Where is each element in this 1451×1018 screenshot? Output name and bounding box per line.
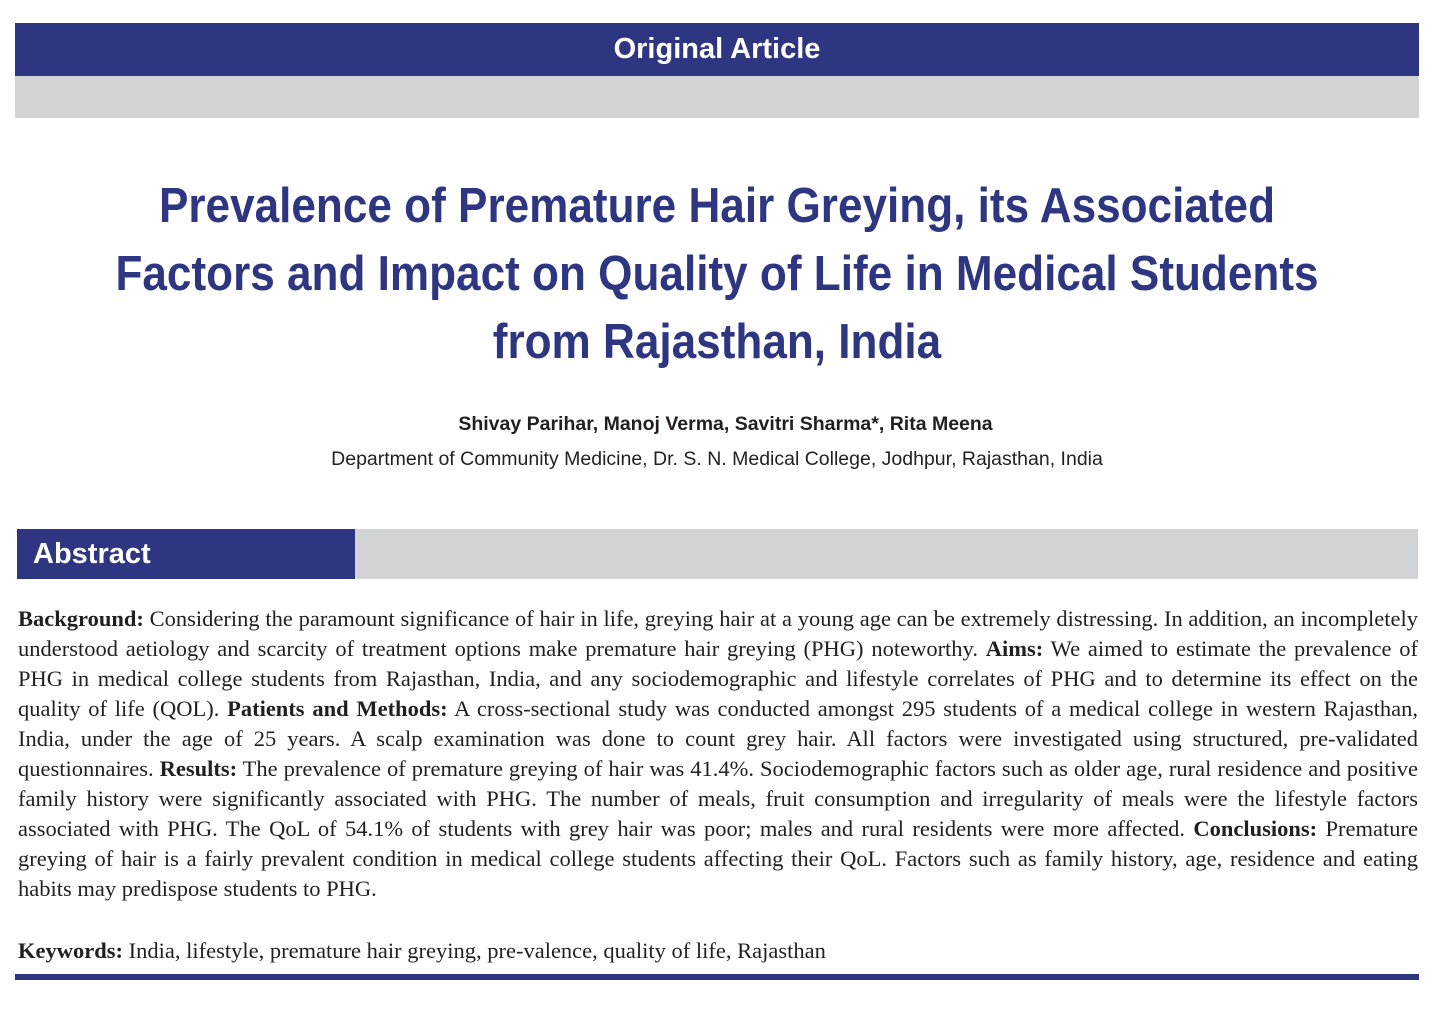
conclusions-text: Premature greying of hair is a fairly prevalent condition in medical college students affecting their QoL. Factors such as family history, age, residence and eating habits may predispose students to PHG. xyxy=(18,816,1418,901)
methods-label: Patients and Methods: xyxy=(227,696,448,721)
article-title: Prevalence of Premature Hair Greying, its Associated Factors and Impact on Quality of Life in Medical Students from Rajasthan, India xyxy=(115,179,1319,369)
keywords-text: India, lifestyle, premature hair greying, pre-valence, quality of life, Rajasthan xyxy=(123,938,826,963)
bottom-divider xyxy=(15,974,1419,980)
abstract-heading: Abstract xyxy=(17,529,355,579)
conclusions-label: Conclusions: xyxy=(1193,816,1318,841)
author-affiliation: Department of Community Medicine, Dr. S. N. Medical College, Jodhpur, Rajasthan, India xyxy=(331,448,1103,470)
results-text: The prevalence of premature greying of hair was 41.4%. Sociodemographic factors such as older age, rural residence and positive family history were significantly associated with PHG. The number of meals, fruit consumption and irregularity of meals were the lifestyle factors associated with PHG. The QoL of 54.1% of students with grey hair was poor; males and rural residents were more affected. xyxy=(18,756,1418,841)
article-type-banner xyxy=(15,23,1419,76)
abstract-body xyxy=(18,604,1418,904)
article-type-label: Original Article xyxy=(613,33,821,65)
methods-text: A cross-sectional study was conducted amongst 295 students of a medical college in western Rajasthan, India, under the age of 25 years. A scalp examination was done to count grey hair. All factors were investigated using structured, pre-validated questionnaires. xyxy=(18,696,1418,781)
aims-text: We aimed to estimate the prevalence of PHG in medical college students from Rajasthan, India, and any sociodemographic and lifestyle correlates of PHG and to determine its effect on the quality of life (QOL). xyxy=(18,636,1418,721)
results-label: Results: xyxy=(159,756,238,781)
aims-label: Aims: xyxy=(985,636,1044,661)
banner-grey-band xyxy=(15,76,1419,118)
background-label: Background: xyxy=(18,606,144,631)
keywords-line xyxy=(18,936,1418,966)
background-text: Considering the paramount significance of hair in life, greying hair at a young age can be extremely distressing. In addition, an incompletely understood aetiology and scarcity of treatment options make premature hair greying (PHG) noteworthy. xyxy=(18,606,1418,661)
keywords-label: Keywords: xyxy=(18,938,123,963)
author-list: Shivay Parihar, Manoj Verma, Savitri Sharma*, Rita Meena xyxy=(458,413,993,435)
